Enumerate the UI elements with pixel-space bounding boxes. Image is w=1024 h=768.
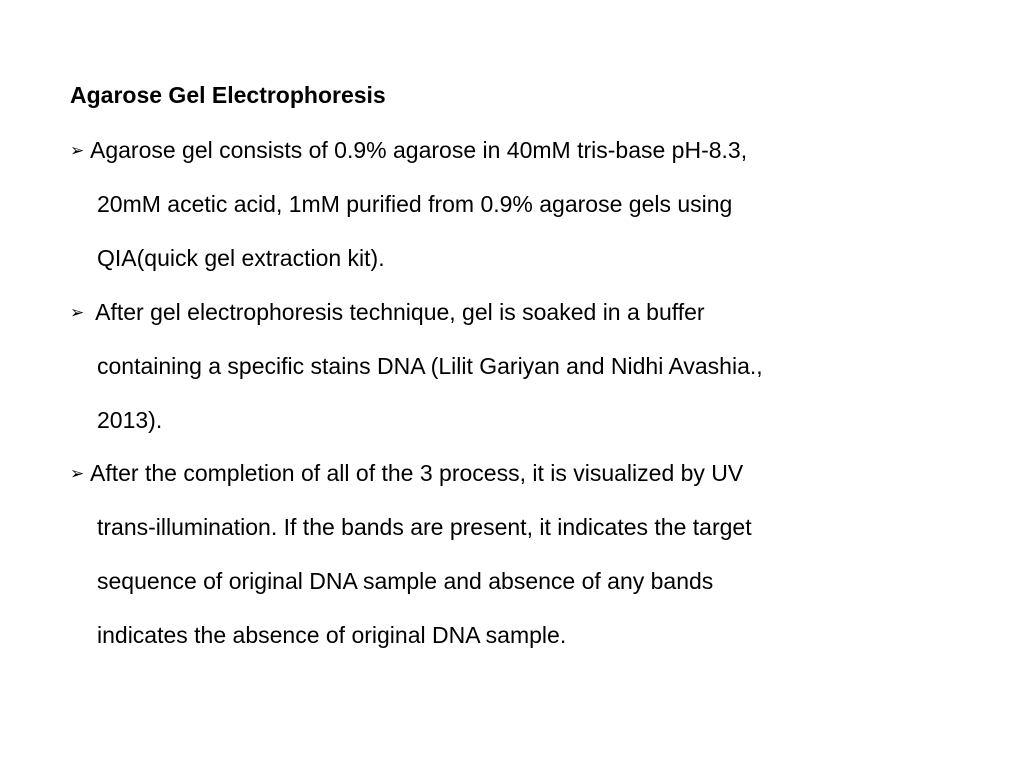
bullet-3-line-4: indicates the absence of original DNA sample. [97, 622, 567, 648]
slide-title: Agarose Gel Electrophoresis [70, 82, 386, 108]
bullet-text: After gel electrophoresis technique, gel is soaked in a buffer [90, 299, 705, 325]
bullet-text: After the completion of all of the 3 process, it is visualized by UV [90, 460, 744, 486]
bullet-1-line-1 [70, 135, 747, 166]
bullet-1-line-3: QIA(quick gel extraction kit). [97, 245, 385, 271]
bullet-text: Agarose gel consists of 0.9% agarose in 40mM tris-base pH-8.3, [90, 137, 748, 163]
bullet-1-line-2: 20mM acetic acid, 1mM purified from 0.9% agarose gels using [97, 191, 733, 217]
arrowhead-bullet-icon: ➢ [70, 303, 85, 322]
bullet-3-line-1 [70, 458, 743, 489]
bullet-3-line-2: trans-illumination. If the bands are present, it indicates the target [97, 514, 752, 540]
bullet-2-line-2: containing a specific stains DNA (Lilit Gariyan and Nidhi Avashia., [97, 353, 763, 379]
bullet-2-line-3: 2013). [97, 407, 163, 433]
bullet-2-line-1 [70, 297, 705, 328]
bullet-3-line-3: sequence of original DNA sample and absence of any bands [97, 568, 714, 594]
arrowhead-bullet-icon: ➢ [70, 141, 85, 160]
arrowhead-bullet-icon: ➢ [70, 464, 85, 483]
